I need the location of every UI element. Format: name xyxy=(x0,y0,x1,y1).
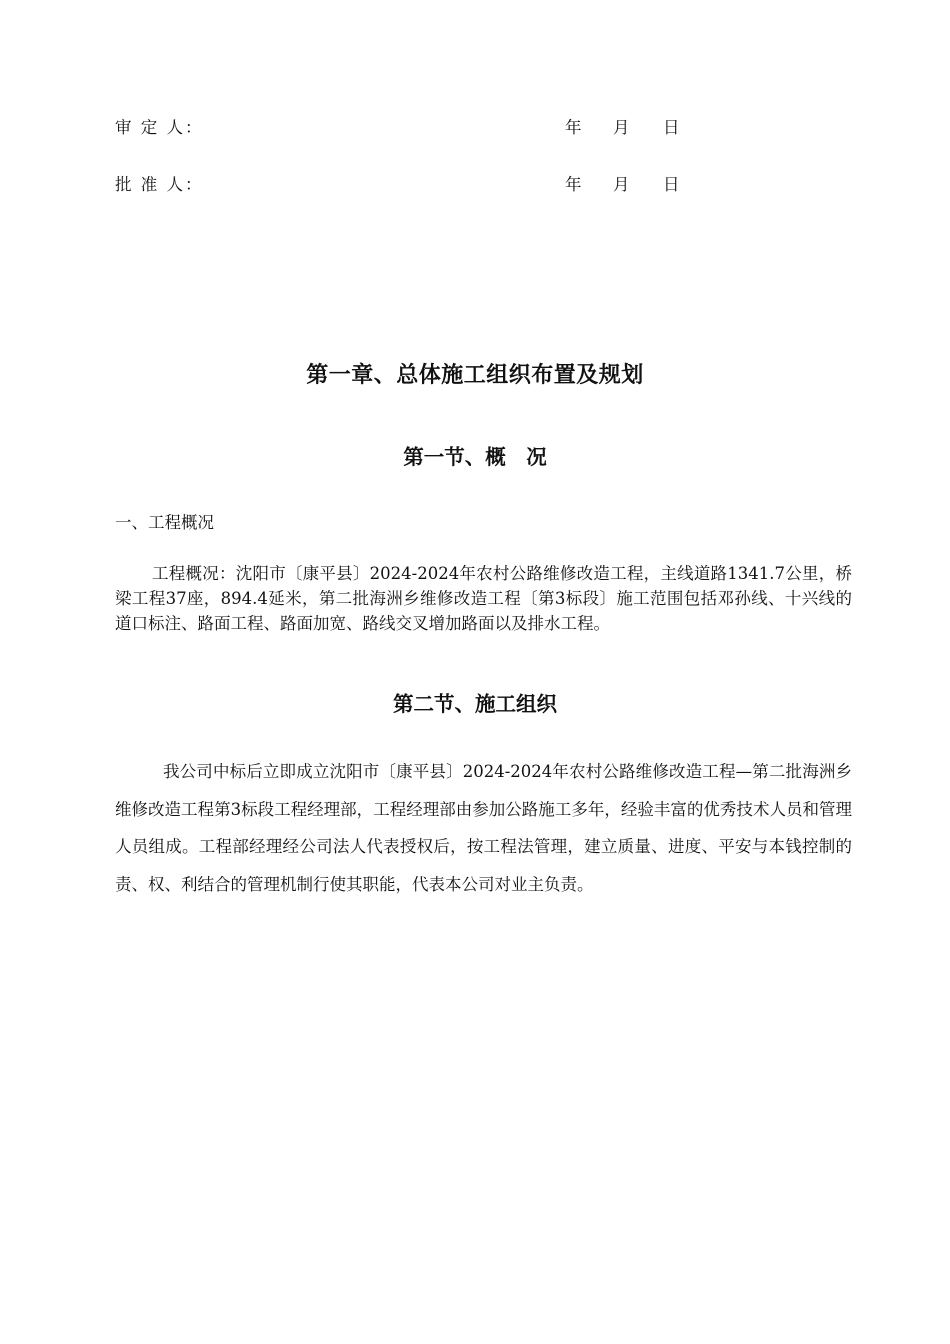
signature-row-reviewer xyxy=(115,114,715,138)
month-label: 月 xyxy=(613,118,630,137)
section-1-subheading: 一、工程概况 xyxy=(115,513,214,532)
day-label: 日 xyxy=(663,175,680,194)
section-1-paragraph: 工程概况：沈阳市〔康平县〕2024-2024年农村公路维修改造工程，主线道路1341.7公里，桥梁工程37座，894.4延米，第二批海洲乡维修改造工程〔第3标段〕施工范围包括邓孙线、十兴线的道口标注、路面工程、路面加宽、路线交叉增加路面以及排水工程。 xyxy=(115,564,852,633)
approver-date xyxy=(565,171,680,195)
section-2-paragraph: 我公司中标后立即成立沈阳市〔康平县〕2024-2024年农村公路维修改造工程—第二批海洲乡维修改造工程第3标段工程经理部，工程经理部由参加公路施工多年，经验丰富的优秀技术人员和管理人员组成。工程部经理经公司法人代表授权后，按工程法管理，建立质量、进度、平安与本钱控制的责、权、利结合的管理机制行使其职能，代表本公司对业主负责。 xyxy=(115,762,852,894)
year-label: 年 xyxy=(565,175,582,194)
signature-row-approver xyxy=(115,171,715,195)
section-2-title: 第二节、施工组织 xyxy=(393,692,557,716)
day-label: 日 xyxy=(663,118,680,137)
reviewer-label: 审 定 人： xyxy=(115,118,204,137)
month-label: 月 xyxy=(613,175,630,194)
reviewer-date xyxy=(565,114,680,138)
chapter-title: 第一章、总体施工组织布置及规划 xyxy=(306,363,644,388)
section-1-title: 第一节、概 况 xyxy=(403,445,547,469)
year-label: 年 xyxy=(565,118,582,137)
approver-label: 批 准 人： xyxy=(115,175,204,194)
